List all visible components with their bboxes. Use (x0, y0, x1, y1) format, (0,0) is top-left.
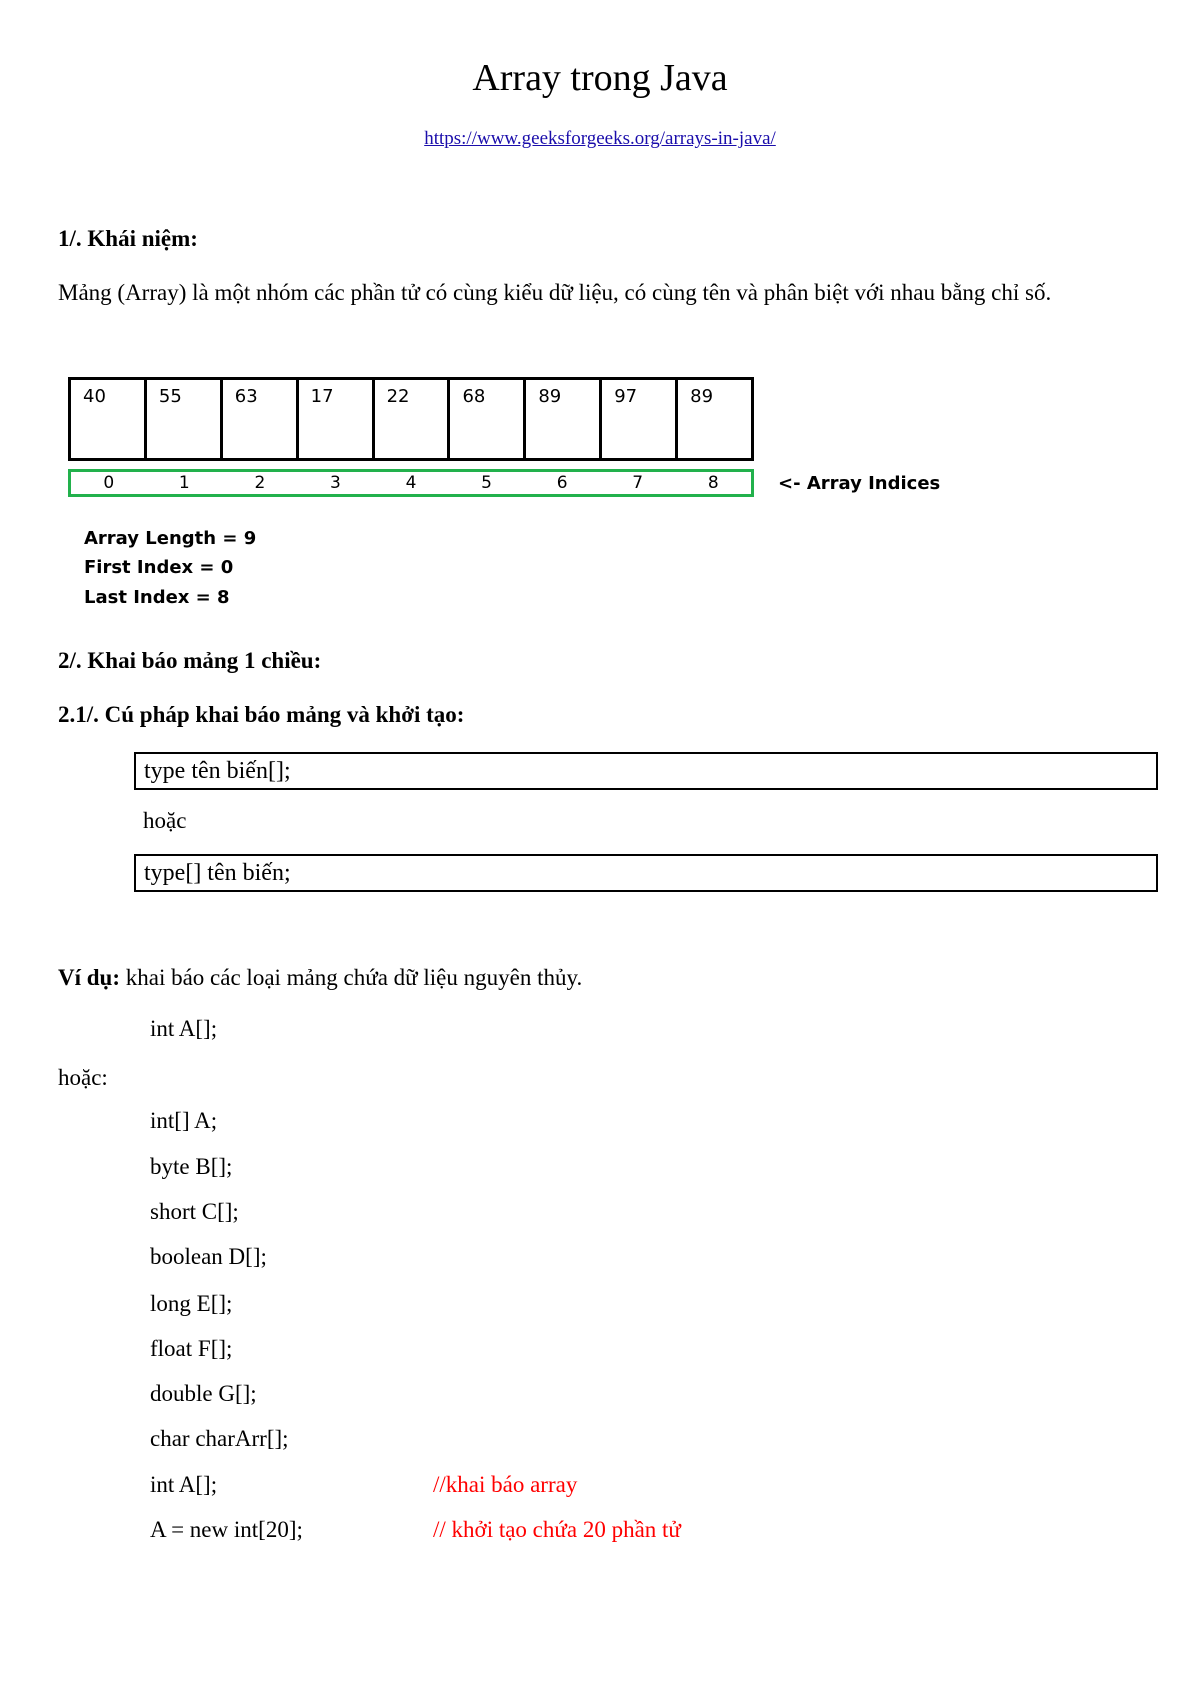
array-cell (299, 380, 375, 458)
or-text: hoặc: (58, 1065, 108, 1090)
array-cell (526, 380, 602, 458)
array-cell (602, 380, 678, 458)
code-line: int A[]; (150, 1016, 218, 1041)
example-text: khai báo các loại mảng chứa dữ liệu nguyên thủy. (120, 965, 583, 990)
section2-subheading: 2.1/. Cú pháp khai báo mảng và khởi tạo: (58, 702, 465, 727)
array-value: 68 (462, 386, 486, 407)
page-title: Array trong Java (472, 57, 728, 99)
section1-text: Mảng (Array) là một nhóm các phần tử có cùng kiểu dữ liệu, có cùng tên và phân biệt với nhau bằng chỉ số. (58, 280, 1052, 305)
array-value: 40 (83, 386, 106, 407)
array-cell (450, 380, 526, 458)
example-label: Ví dụ: (58, 965, 120, 990)
array-index: 2 (254, 473, 266, 493)
example-paragraph (58, 962, 1138, 993)
array-cell (71, 380, 147, 458)
code-line: int[] A; (150, 1108, 218, 1133)
code-line: double G[]; (150, 1381, 257, 1406)
array-index: 4 (405, 473, 417, 493)
code-comment: // khởi tạo chứa 20 phần tử (433, 1517, 681, 1542)
section1-heading: 1/. Khái niệm: (58, 226, 198, 251)
array-cell (223, 380, 299, 458)
array-value: 97 (614, 386, 638, 407)
code-line: int A[]; (150, 1472, 218, 1497)
array-index: 5 (481, 473, 492, 493)
section2-heading: 2/. Khai báo mảng 1 chiều: (58, 648, 322, 673)
reference-link[interactable]: https://www.geeksforgeeks.org/arrays-in-java/ (424, 128, 776, 149)
code-comment: //khai báo array (433, 1472, 578, 1497)
array-length-text: Array Length = 9 (84, 528, 257, 549)
code-line: float F[]; (150, 1336, 233, 1361)
array-index: 7 (632, 473, 644, 493)
code-line: byte B[]; (150, 1154, 233, 1179)
array-index: 3 (330, 473, 341, 493)
first-index-text: First Index = 0 (84, 557, 234, 578)
array-cell (678, 380, 751, 458)
syntax-box-1: type tên biến[]; (134, 752, 1158, 790)
array-index: 8 (707, 473, 719, 493)
array-value: 89 (538, 386, 562, 407)
array-cell (147, 380, 223, 458)
array-index: 6 (556, 473, 568, 493)
syntax-box-2: type[] tên biến; (134, 854, 1158, 892)
array-value: 22 (386, 386, 410, 407)
array-value: 55 (158, 386, 182, 407)
array-value: 17 (310, 386, 334, 407)
array-values-box (68, 377, 754, 461)
code-line: char charArr[]; (150, 1426, 289, 1451)
code-line: short C[]; (150, 1199, 239, 1224)
array-index: 1 (178, 473, 190, 493)
code-line: boolean D[]; (150, 1244, 267, 1269)
array-cell (375, 380, 451, 458)
last-index-text: Last Index = 8 (84, 587, 230, 608)
array-value: 63 (234, 386, 258, 407)
code-line: long E[]; (150, 1291, 233, 1316)
or-text: hoặc (143, 808, 187, 833)
array-value: 89 (690, 386, 714, 407)
array-indices-label: <- Array Indices (778, 473, 941, 494)
code-line: A = new int[20]; (150, 1517, 303, 1542)
array-index: 0 (103, 473, 115, 493)
array-indices-box (68, 469, 754, 497)
